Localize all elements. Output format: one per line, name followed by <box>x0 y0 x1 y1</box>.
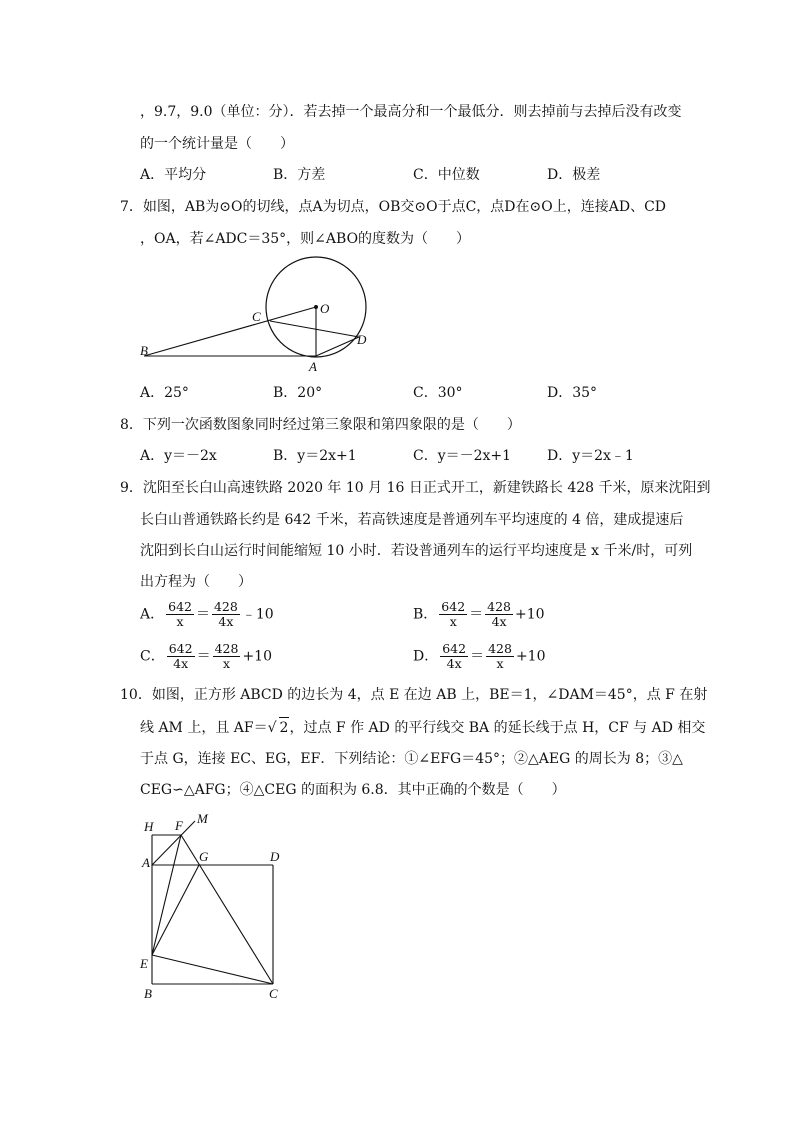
fraction <box>213 642 241 671</box>
q9-option-c[interactable] <box>140 642 272 671</box>
q10-line2-part2: ，过点 F 作 AD 的平行线交 BA 的延长线于点 H，CF 与 AD 相交 <box>289 720 706 736</box>
numerator: 428 <box>487 599 512 614</box>
label-o: O <box>320 301 330 316</box>
line-ec <box>152 955 273 984</box>
denominator: 4x <box>173 656 189 671</box>
line-fc <box>181 835 273 984</box>
q10-line2 <box>140 717 705 738</box>
fraction <box>212 600 240 629</box>
numerator: 428 <box>488 641 512 656</box>
fraction <box>486 642 514 671</box>
q7-option-c[interactable]: C．30° <box>413 385 463 401</box>
line-eg <box>152 865 199 955</box>
q7-option-a[interactable]: A．25° <box>140 385 189 401</box>
numerator: 642 <box>441 599 466 614</box>
q7-line1: 7．如图，AB为⊙O的切线，点A为切点，OB交⊙O于点C，点D在⊙O上，连接AD、CD <box>120 199 667 215</box>
point-o <box>314 305 318 309</box>
fraction <box>440 642 468 671</box>
q9-line3: 沈阳到长白山运行时间能缩短 10 小时．若设普通列车的运行平均速度是 x 千米/时，可列 <box>140 543 693 559</box>
q6-option-a[interactable]: A．平均分 <box>140 167 207 183</box>
q8-option-c[interactable]: C．y＝－2x+1 <box>413 448 512 464</box>
label-b: B <box>144 986 152 1001</box>
q6-line2: 的一个统计量是（ ） <box>140 136 294 152</box>
q9-option-d-label: D． <box>413 648 439 665</box>
numerator: 428 <box>213 599 238 614</box>
fraction <box>485 600 513 629</box>
q10-square-figure <box>135 810 295 1005</box>
label-g: G <box>199 849 209 864</box>
denominator: x <box>449 614 457 629</box>
denominator: x <box>176 614 184 629</box>
numerator: 642 <box>168 641 193 656</box>
q10-line3: 于点 G，连接 EC、EG，EF．下列结论：①∠EFG＝45°；②△AEG 的周长为 8；③△ <box>140 751 683 767</box>
denominator: 4x <box>446 656 462 671</box>
label-b: B <box>140 343 148 358</box>
denominator: 4x <box>491 614 507 629</box>
numerator: 642 <box>442 641 467 656</box>
line-ef <box>152 835 181 955</box>
equals: ＝ <box>195 606 210 623</box>
fraction <box>167 642 195 671</box>
segment-bo <box>144 307 316 356</box>
q8-option-d[interactable]: D．y＝2x﹣1 <box>547 448 634 464</box>
q9-line4: 出方程为（ ） <box>140 574 252 590</box>
q6-option-b[interactable]: B．方差 <box>273 167 326 183</box>
tail: +10 <box>515 648 546 665</box>
equals: ＝ <box>469 606 484 623</box>
numerator: 428 <box>214 641 239 656</box>
q9-line1: 9．沈阳至长白山高速铁路 2020 年 10 月 16 日正式开工，新建铁路长 428 千米，原来沈阳到 <box>120 480 711 496</box>
ray-am <box>152 821 195 865</box>
label-c: C <box>269 986 278 1001</box>
label-a: A <box>142 855 150 870</box>
fraction <box>439 600 467 629</box>
tail: +10 <box>242 648 272 665</box>
q9-line2: 长白山普通铁路长约是 642 千米，若高铁速度是普通列车平均速度的 4 倍，建成提速后 <box>140 512 684 528</box>
numerator: 642 <box>168 599 192 614</box>
sqrt-expression: √ 2 <box>268 717 290 738</box>
denominator: x <box>496 656 504 671</box>
label-d: D <box>357 332 367 347</box>
q10-line2-part1: 线 AM 上，且 AF＝ <box>140 720 268 736</box>
tail: +10 <box>515 606 545 623</box>
equals: ＝ <box>196 648 211 665</box>
q8-line1: 8．下列一次函数图象同时经过第三象限和第四象限的是（ ） <box>120 417 521 433</box>
label-e: E <box>140 956 148 971</box>
label-m: M <box>197 811 208 826</box>
q8-option-b[interactable]: B．y＝2x+1 <box>273 448 357 464</box>
q9-option-b[interactable] <box>413 600 545 629</box>
q8-option-a[interactable]: A．y＝－2x <box>140 448 217 464</box>
q7-circle-figure <box>130 255 380 375</box>
tail: ﹣10 <box>241 606 274 623</box>
q6-option-c[interactable]: C．中位数 <box>413 167 480 183</box>
q9-option-c-label: C． <box>140 648 165 665</box>
q6-line1: ，9.7，9.0（单位：分）．若去掉一个最高分和一个最低分．则去掉前与去掉后没有改变 <box>140 104 682 120</box>
q7-option-b[interactable]: B．20° <box>273 385 323 401</box>
q6-option-d[interactable]: D．极差 <box>547 167 601 183</box>
q7-option-d[interactable]: D．35° <box>547 385 598 401</box>
q9-option-b-label: B． <box>413 606 438 623</box>
sqrt-radicand: 2 <box>279 717 290 738</box>
fraction <box>166 600 194 629</box>
q9-option-a[interactable] <box>140 600 274 629</box>
segment-ad <box>316 337 359 356</box>
segment-cd <box>270 321 359 337</box>
label-d: D <box>270 849 280 864</box>
q7-line2: ，OA，若∠ADC＝35°，则∠ABO的度数为（ ） <box>140 231 471 247</box>
label-c: C <box>252 309 261 324</box>
q9-option-d[interactable] <box>413 642 546 671</box>
denominator: x <box>222 656 231 671</box>
q10-line1: 10．如图，正方形 ABCD 的边长为 4，点 E 在边 AB 上，BE＝1，∠DAM＝45°，点 F 在射 <box>120 687 708 703</box>
label-f: F <box>175 818 183 833</box>
label-a: A <box>309 359 317 374</box>
denominator: 4x <box>218 614 234 629</box>
label-h: H <box>144 819 154 834</box>
equals: ＝ <box>470 648 485 665</box>
q10-line4: CEG∽△AFG；④△CEG 的面积为 6.8．其中正确的个数是（ ） <box>140 782 566 798</box>
q9-option-a-label: A． <box>140 606 165 623</box>
